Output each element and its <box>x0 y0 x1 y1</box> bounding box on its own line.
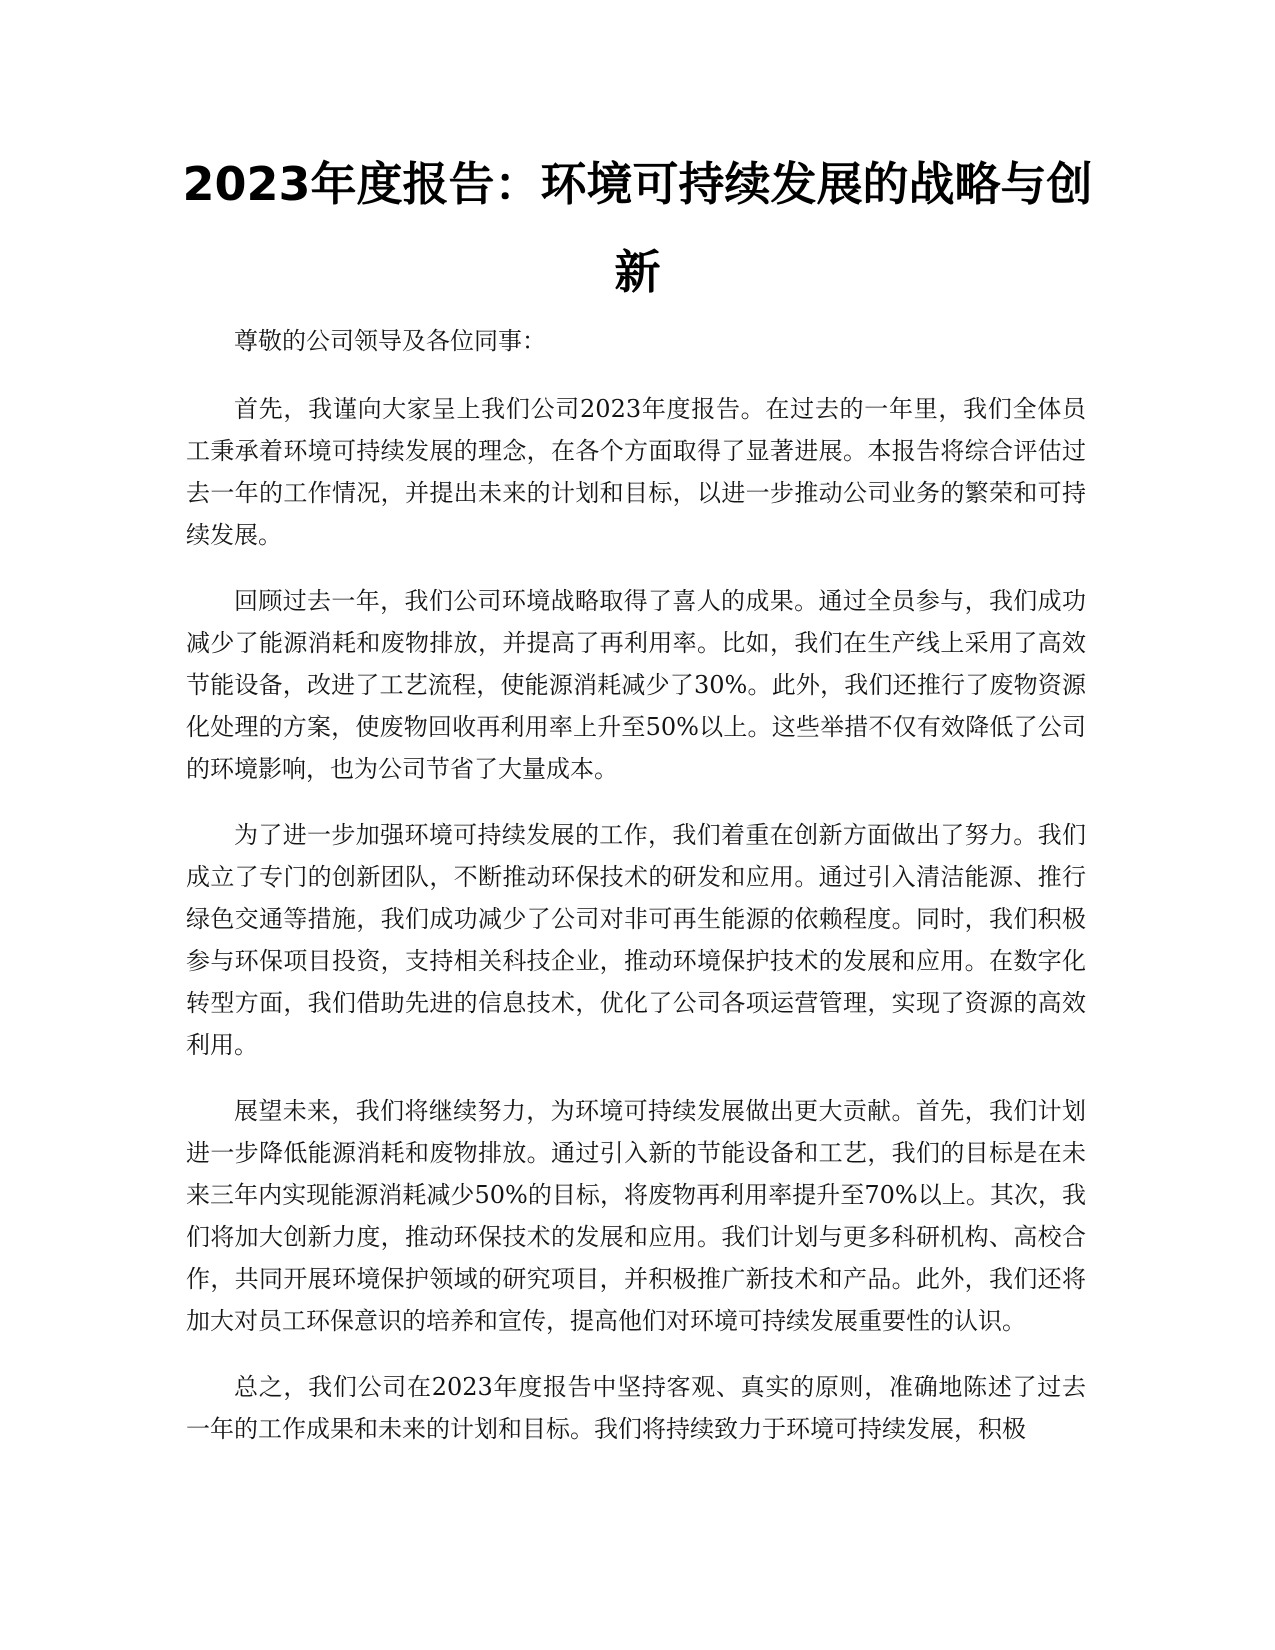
paragraph-innovation: 为了进一步加强环境可持续发展的工作，我们着重在创新方面做出了努力。我们成立了专门的创新团队，不断推动环保技术的研发和应用。通过引入清洁能源、推行绿色交通等措施，我们成功减少了公司对非可再生能源的依赖程度。同时，我们积极参与环保项目投资，支持相关科技企业，推动环境保护技术的发展和应用。在数字化转型方面，我们借助先进的信息技术，优化了公司各项运营管理，实现了资源的高效利用。 <box>186 821 1086 1059</box>
document-body <box>186 320 1086 1474</box>
paragraph-intro: 首先，我谨向大家呈上我们公司2023年度报告。在过去的一年里，我们全体员工秉承着环境可持续发展的理念，在各个方面取得了显著进展。本报告将综合评估过去一年的工作情况，并提出未来的计划和目标，以进一步推动公司业务的繁荣和可持续发展。 <box>186 395 1086 549</box>
paragraph-conclusion: 总之，我们公司在2023年度报告中坚持客观、真实的原则，准确地陈述了过去一年的工作成果和未来的计划和目标。我们将持续致力于环境可持续发展，积极 <box>186 1373 1086 1443</box>
salutation: 尊敬的公司领导及各位同事： <box>234 327 546 355</box>
paragraph-review: 回顾过去一年，我们公司环境战略取得了喜人的成果。通过全员参与，我们成功减少了能源消耗和废物排放，并提高了再利用率。比如，我们在生产线上采用了高效节能设备，改进了工艺流程，使能源消耗减少了30%。此外，我们还推行了废物资源化处理的方案，使废物回收再利用率上升至50%以上。这些举措不仅有效降低了公司的环境影响，也为公司节省了大量成本。 <box>186 587 1086 783</box>
document-title: 2023年度报告：环境可持续发展的战略与创新 <box>182 157 1093 299</box>
paragraph-outlook: 展望未来，我们将继续努力，为环境可持续发展做出更大贡献。首先，我们计划进一步降低能源消耗和废物排放。通过引入新的节能设备和工艺，我们的目标是在未来三年内实现能源消耗减少50%的目标，将废物再利用率提升至70%以上。其次，我们将加大创新力度，推动环保技术的发展和应用。我们计划与更多科研机构、高校合作，共同开展环境保护领域的研究项目，并积极推广新技术和产品。此外，我们还将加大对员工环保意识的培养和宣传，提高他们对环境可持续发展重要性的认识。 <box>186 1097 1086 1335</box>
